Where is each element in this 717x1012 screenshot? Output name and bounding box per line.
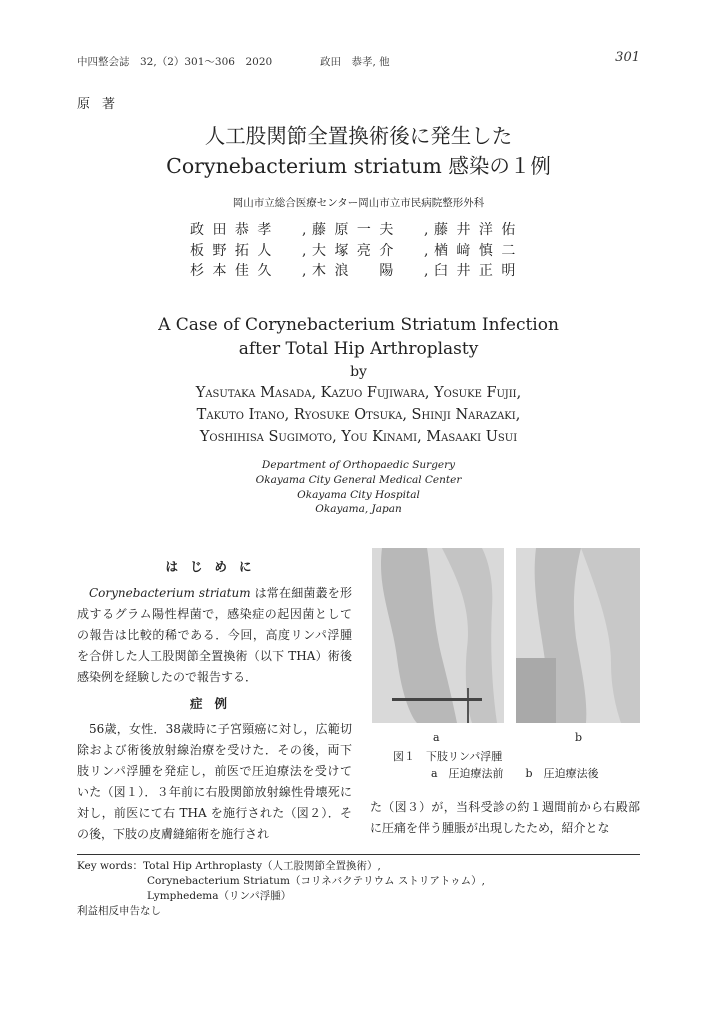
intro-text: は常在細菌叢を形成するグラム陽性桿菌で，感染症の起因菌としての報告は比較的稀である．今回，高度リンパ浮腫を合併した人工股関節全置換術（以下 THA）術後感染例を経験したので報告する． (77, 586, 352, 684)
department-line: Okayama, Japan (315, 503, 402, 516)
right-column-text: た（図３）が，当科受診の約１週間前から右殿部に圧痛を伴う腫脹が出現したため，紹介とな (370, 800, 640, 835)
title-ja-line1: 人工股関節全置換術後に発生した (204, 124, 513, 148)
department-line: Okayama City Hospital (297, 488, 420, 501)
authors-en-line3: Yoshihisa Sugimoto, You Kinami, Masaaki Usui (199, 429, 518, 445)
authors-en (0, 382, 717, 448)
author-ja: 木 浪 陽 (312, 263, 396, 279)
intro-paragraph (77, 583, 352, 688)
keyword-item: Lymphedema（リンパ浮腫） (147, 890, 292, 902)
figure1-caption-sub: a 圧迫療法前 b 圧迫療法後 (431, 767, 599, 780)
comma: , (302, 263, 307, 279)
authors-en-line2: Takuto Itano, Ryosuke Otsuka, Shinji Narazaki, (196, 407, 521, 423)
authors-ja (190, 220, 546, 282)
figure1-caption (393, 748, 599, 782)
department-line: Department of Orthopaedic Surgery (261, 459, 456, 471)
organism-name: Corynebacterium striatum (89, 586, 251, 600)
comma: , (302, 222, 307, 238)
comma: , (302, 242, 307, 259)
section-heading-intro: はじめに (165, 559, 264, 574)
keyword-item: Corynebacterium Striatum（コリネバクテリウム ストリアトゥム）, (147, 875, 485, 887)
keyword-item: Total Hip Arthroplasty（人工股関節全置換術）, (142, 860, 381, 872)
page-number: 301 (615, 50, 640, 65)
author-ja: 杉 本 佳 久 (190, 263, 274, 279)
author-ja: 政 田 恭 孝 (190, 222, 274, 238)
case-text: 56歳，女性．38歳時に子宮頸癌に対し，広範切除および術後放射線治療を受けた．その後，両下肢リンパ浮腫を発症し，前医で圧迫療法を受けていた（図１）．３年前に右股関節放射線性骨壊死に対し，前医にて右 THA を施行された（図２）．その後，下肢の皮膚縫縮術を施行され (77, 722, 352, 841)
figure1-photo-a (372, 548, 504, 723)
title-en-line2: after Total Hip Arthroplasty (238, 339, 479, 359)
title-en (0, 313, 717, 361)
figure1-label-b: b (575, 731, 583, 744)
authors-ja-row (190, 261, 546, 282)
author-ja: 楢 﨑 慎 二 (434, 242, 518, 259)
authors-ja-row (190, 220, 546, 241)
department-line: Okayama City General Medical Center (255, 473, 462, 486)
journal-citation: 中四整会誌 32,（2）301～306 2020 (77, 56, 273, 68)
article-genre: 原著 (77, 97, 128, 112)
author-ja: 大 塚 亮 介 (312, 242, 396, 259)
keywords-label: Key words： (77, 860, 143, 872)
figure1-photo-b (516, 548, 640, 723)
title-en-line1: A Case of Corynebacterium Striatum Infection (158, 315, 559, 335)
author-ja: 藤 原 一 夫 (312, 222, 396, 238)
figure1-caption-title: 図１ 下肢リンパ浮腫 (393, 750, 503, 763)
affiliation-ja: 岡山市立総合医療センター岡山市立市民病院整形外科 (232, 197, 485, 209)
comma: , (424, 263, 429, 279)
section-heading-case: 症例 (189, 696, 239, 711)
department-en (0, 458, 717, 517)
author-ja: 板 野 拓 人 (190, 242, 274, 259)
case-paragraph (77, 719, 352, 845)
keywords-block (77, 859, 485, 919)
comma: , (424, 222, 429, 238)
author-ja: 臼 井 正 明 (434, 263, 518, 279)
title-ja-line2: Corynebacterium striatum 感染の１例 (166, 154, 551, 178)
comma: , (424, 242, 429, 259)
by-label: by (350, 364, 367, 380)
running-authors: 政田 恭孝, 他 (320, 56, 390, 68)
figure1-label-a: a (433, 731, 440, 744)
conflict-of-interest: 利益相反申告なし (77, 905, 161, 917)
authors-en-line1: Yasutaka Masada, Kazuo Fujiwara, Yosuke Fujii, (195, 385, 522, 401)
authors-ja-row (190, 241, 546, 262)
footnote-divider (77, 854, 640, 855)
author-ja: 藤 井 洋 佑 (434, 222, 518, 238)
